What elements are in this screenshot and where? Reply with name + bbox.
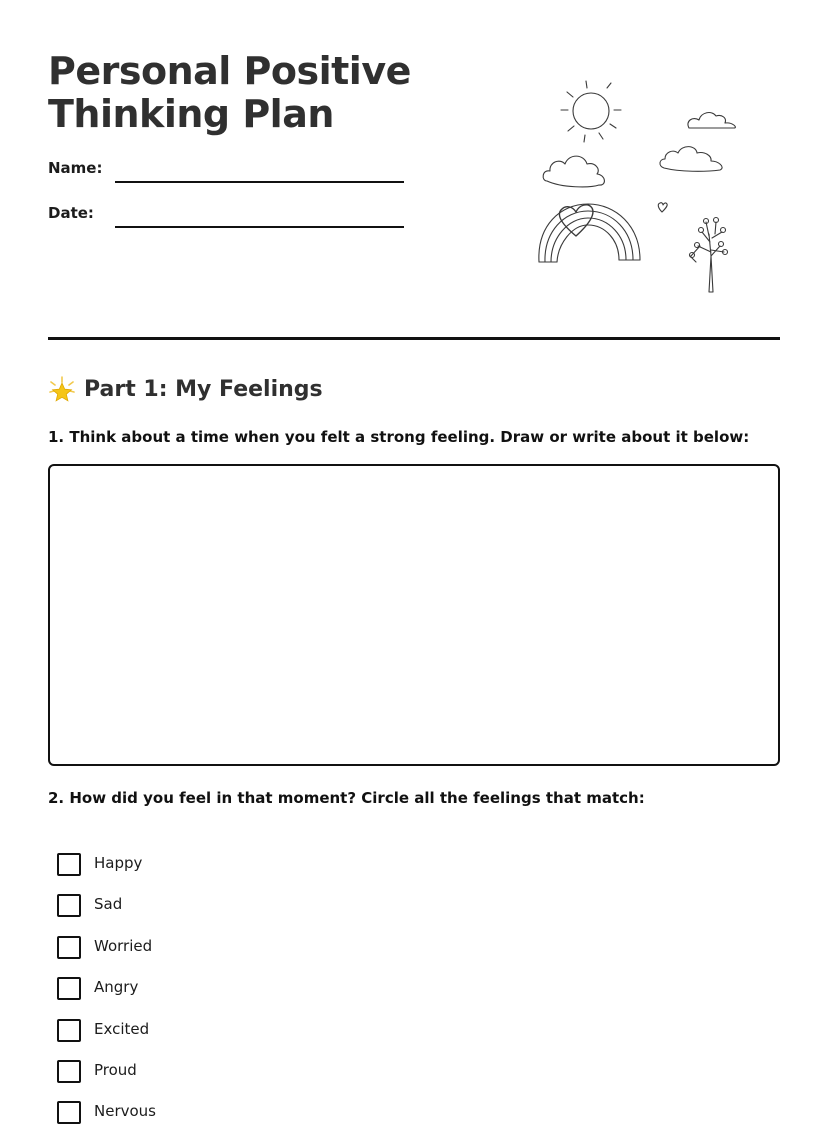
checkbox[interactable] <box>57 853 81 876</box>
question-2: 2. How did you feel in that moment? Circle all the feelings that match: <box>48 789 645 807</box>
name-label: Name: <box>48 159 103 177</box>
date-field[interactable] <box>48 204 408 234</box>
title-line-2: Thinking Plan <box>48 92 334 136</box>
date-label: Date: <box>48 204 94 222</box>
sun-icon <box>561 81 621 142</box>
name-write-line[interactable] <box>115 181 404 183</box>
doodle-illustration <box>530 76 750 298</box>
cloud-icon <box>543 156 604 187</box>
feeling-option-nervous[interactable] <box>57 1100 156 1141</box>
drawing-answer-box[interactable] <box>48 464 780 766</box>
section-divider <box>48 337 780 340</box>
checkbox[interactable] <box>57 1060 81 1083</box>
cloud-icon <box>688 113 735 128</box>
checkbox[interactable] <box>57 1101 81 1124</box>
feeling-label: Worried <box>94 936 153 955</box>
checkbox[interactable] <box>57 936 81 959</box>
date-write-line[interactable] <box>115 226 404 228</box>
page-title <box>48 50 468 136</box>
part-1-heading <box>48 372 323 406</box>
feeling-label: Nervous <box>94 1102 156 1121</box>
feeling-label: Proud <box>94 1060 137 1079</box>
feelings-checklist <box>57 852 156 1142</box>
checkbox[interactable] <box>57 977 81 1000</box>
feeling-label: Happy <box>94 854 143 872</box>
feeling-label: Sad <box>94 895 123 914</box>
feeling-option-excited[interactable] <box>57 1018 156 1059</box>
feeling-label: Excited <box>94 1019 150 1038</box>
rainbow-icon <box>539 204 640 262</box>
title-line-1: Personal Positive <box>48 49 411 93</box>
question-1: 1. Think about a time when you felt a strong feeling. Draw or write about it below: <box>48 428 750 446</box>
feeling-label: Angry <box>94 978 139 997</box>
name-field[interactable] <box>48 159 408 189</box>
star-icon <box>48 374 76 404</box>
feeling-option-happy[interactable] <box>57 852 156 893</box>
feeling-option-sad[interactable] <box>57 893 156 934</box>
feeling-option-worried[interactable] <box>57 935 156 976</box>
checkbox[interactable] <box>57 894 81 917</box>
checkbox[interactable] <box>57 1019 81 1042</box>
feeling-option-proud[interactable] <box>57 1059 156 1100</box>
cloud-icon <box>660 147 722 172</box>
part-1-title: Part 1: My Feelings <box>84 376 323 402</box>
heart-icon <box>658 203 667 212</box>
tree-icon <box>690 218 728 293</box>
feeling-option-angry[interactable] <box>57 976 156 1017</box>
